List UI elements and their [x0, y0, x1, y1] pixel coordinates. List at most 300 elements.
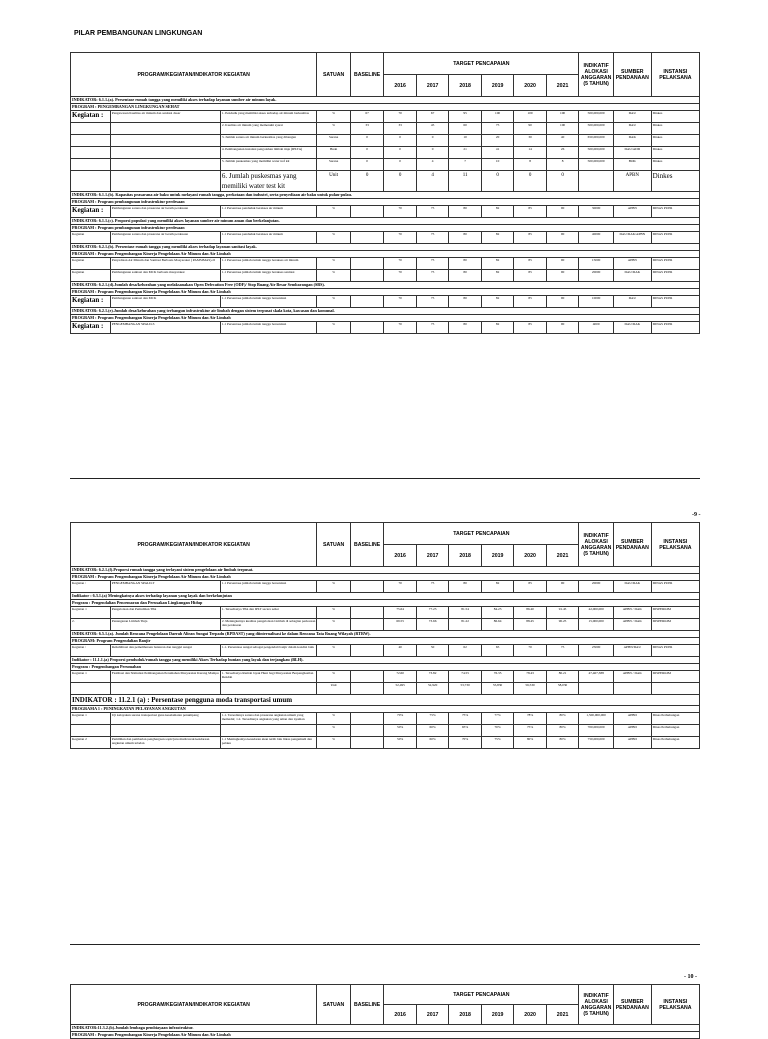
target-2017: 0: [416, 147, 448, 159]
baseline-cell: [350, 645, 384, 657]
header-sumber: SUMBER PENDANAAN: [613, 985, 651, 1025]
sumber-cell: APBN: [613, 258, 651, 270]
baseline-cell: 0: [350, 159, 384, 171]
target-2016: 70: [384, 232, 416, 244]
target-2018: 21: [449, 147, 481, 159]
target-2021: 8: [546, 159, 579, 171]
anggaran-cell: 15000: [579, 258, 614, 270]
target-2016: 70: [384, 111, 416, 123]
indicator-row: [71, 657, 700, 664]
baseline-cell: [350, 683, 384, 695]
program-text: PROGRAMA 1 : PENINGKATAN PELAYANAN ANGKUTAN: [71, 706, 700, 713]
indikator-kegiatan: 1.1 Meningkatnya kesadaran akan tertib lalu lintas pengemudi dan pelaku: [220, 737, 316, 749]
sumber-cell: APBD: [613, 713, 651, 725]
target-2017: 0: [416, 135, 448, 147]
table-row: [71, 683, 700, 695]
kegiatan-name: Pembangunan sarana dan prasarana air bersih perdesaan: [110, 206, 220, 218]
header-target: TARGET PENCAPAIAN: [384, 53, 579, 75]
sumber-cell: DAU/ADD: [613, 147, 651, 159]
target-2019: 82: [481, 581, 513, 593]
target-2020: 85: [514, 296, 546, 308]
program-row: [71, 104, 700, 111]
target-2017: 75: [416, 270, 448, 282]
instansi-cell: Dinkes: [651, 111, 699, 123]
target-2020: 80%: [514, 737, 546, 749]
target-2016: 70: [384, 270, 416, 282]
instansi-cell: Dinkes: [651, 171, 699, 192]
indicator-row: [71, 567, 700, 574]
indicator-row: [71, 218, 700, 225]
page-number: - 10 -: [684, 974, 697, 980]
target-2021: 75: [546, 645, 579, 657]
indicator-row: [71, 695, 700, 706]
kegiatan-label: [71, 135, 111, 147]
target-2018: 80: [449, 581, 481, 593]
kegiatan-label: Kegiatan :: [71, 581, 111, 593]
kegiatan-label: Kegiatan: [71, 258, 111, 270]
target-2021: 40: [546, 135, 579, 147]
table-row: [71, 232, 700, 244]
table-row: [71, 206, 700, 218]
kegiatan-name: [110, 171, 220, 192]
kegiatan-name: [110, 159, 220, 171]
header-sumber: SUMBER PENDANAAN: [613, 523, 651, 567]
program-text: PROGRAM : Program Pengembangan Kinerja Pengelolaan Air Minum dan Air Limbah: [71, 1032, 700, 1039]
target-2018: 81.22: [449, 619, 481, 631]
target-2019: 75%: [481, 737, 513, 749]
anggaran-cell: 15,000,000: [579, 619, 614, 631]
sumber-cell: DAU/DAK/APBN: [613, 232, 651, 244]
indicator-text: INDIKATOR: 6.1.1.(b). Kapasitas prasarana air baku untuk melayani rumah tangga, perkotaan dan industri, serta penyediaan air baku untuk pulau-pulau.: [71, 192, 700, 199]
instansi-cell: Dinas Perhubungan: [651, 713, 699, 725]
baseline-cell: [350, 322, 384, 334]
header-instansi: INSTANSI PELAKSANA: [651, 985, 699, 1025]
target-2017: 60%: [416, 725, 448, 737]
program-text: PROGRAM : Program Pengembangan Kinerja Pengelolaan Air Minum dan Air Limbah: [71, 289, 700, 296]
page-title: PILAR PEMBANGUNAN LINGKUNGAN: [74, 30, 203, 37]
kegiatan-label: Kegiatan :: [71, 322, 111, 334]
kegiatan-label: Kegiatan: [71, 232, 111, 244]
kegiatan-name: Pengawasan Kualitas air minum dan sanitasi dasar: [110, 111, 220, 123]
target-2018: 11: [449, 171, 481, 192]
program-row: [71, 251, 700, 258]
instansi-cell: DINAS PUPR: [651, 270, 699, 282]
target-2021: 90: [546, 296, 579, 308]
target-2017: 52,920: [416, 683, 448, 695]
header-baseline: BASELINE: [350, 523, 384, 567]
target-2021: 80%: [546, 725, 579, 737]
indicator-row: [71, 631, 700, 638]
anggaran-cell: 40000: [579, 232, 614, 244]
target-2020: 85: [514, 581, 546, 593]
table-row: [71, 713, 700, 725]
target-2020: 85: [514, 258, 546, 270]
target-2018: 80: [449, 270, 481, 282]
indikator-kegiatan: 1.1. Persentase sungai sebagai pengendali banjir dalam kondisi baik: [220, 645, 316, 657]
program-text: PROGRAM : Program Pengembangan Kinerja Pengelolaan Air Minum dan Air Limbah: [71, 251, 700, 258]
indikator-kegiatan: 1.1 Persentase jumlah rumah tangga bersanitasi: [220, 581, 316, 593]
instansi-cell: Dinkes: [651, 159, 699, 171]
header-row: [71, 985, 700, 1005]
indikator-kegiatan: 2. Meningkatnya kualitas pengelolaan Limbah di sebagian perkotaan dan perdesaan: [220, 619, 316, 631]
table-row: [71, 725, 700, 737]
indicator-text: INDIKATOR: 6.1.1.(c). Proporsi populasi yang memiliki akses layanan sumber air minum aman dan berkelanjutan.: [71, 218, 700, 225]
target-2019: 55,830: [481, 683, 513, 695]
target-2021: 100: [546, 123, 579, 135]
kegiatan-name: Penanganan Limbah Tinja: [110, 619, 220, 631]
target-2016: 50%: [384, 725, 416, 737]
target-2020: 100: [514, 111, 546, 123]
baseline-cell: 0: [350, 171, 384, 192]
baseline-cell: [350, 671, 384, 683]
page-divider: [70, 478, 700, 479]
kegiatan-label: Kegiatan :: [71, 645, 111, 657]
indikator-kegiatan: [220, 725, 316, 737]
target-2018: 74.55: [449, 671, 481, 683]
satuan-cell: %: [317, 713, 351, 725]
target-2020: 14: [514, 147, 546, 159]
header-year-2018: 2018: [449, 1005, 481, 1025]
indikator-kegiatan: 1. Tersedianya Rumah layak Huni bagi Masyarakat Berpenghasilan Rendah: [220, 671, 316, 683]
target-2017: 75: [416, 322, 448, 334]
target-2016: 0: [384, 159, 416, 171]
anggaran-cell: 25000: [579, 645, 614, 657]
target-2018: 81.54: [449, 607, 481, 619]
target-2021: 91.45: [546, 607, 579, 619]
target-2017: 60%: [416, 737, 448, 749]
anggaran-cell: [579, 683, 614, 695]
satuan-cell: %: [317, 232, 351, 244]
sumber-cell: APBN / DAK: [613, 671, 651, 683]
table-row: [71, 645, 700, 657]
indicator-text: INDIKATOR: 6.5.1.(a). Jumlah Rencana Pengelolaan Daerah Aliran Sungai Terpadu (RPDAST) yang diinternalisasi ke dalam Rencana Tata Ruang Wilayah (RTRW).: [71, 631, 700, 638]
header-instansi: INSTANSI PELAKSANA: [651, 53, 699, 97]
program-row: [71, 315, 700, 322]
kegiatan-name: [110, 683, 220, 695]
sumber-cell: DAU/DAK: [613, 322, 651, 334]
target-table: [70, 52, 700, 334]
program-text: PROGRAM : Program pembangunan infrastruktur perdesaan: [71, 199, 700, 206]
target-2019: 82: [481, 232, 513, 244]
target-2019: 100: [481, 111, 513, 123]
target-2017: 75: [416, 296, 448, 308]
anggaran-cell: 4000: [579, 322, 614, 334]
satuan-cell: Sarana: [317, 135, 351, 147]
header-year-2021: 2021: [546, 545, 579, 567]
kegiatan-name: PENGEMBANGAN SPALD-S: [110, 322, 220, 334]
indikator-kegiatan: 1. Pendudk yang memiliki akses terhadap air minum berkualitas: [220, 111, 316, 123]
target-2018: 80: [449, 232, 481, 244]
header-satuan: SATUAN: [317, 523, 351, 567]
target-table: [70, 522, 700, 749]
target-2016: 50%: [384, 737, 416, 749]
anggaran-cell: [579, 171, 614, 192]
header-year-2018: 2018: [449, 545, 481, 567]
program-row: [71, 664, 700, 671]
indicator-text: INDIKATOR:11.3.2.(b).Jumlah lembaga pembiayaan infrastruktur.: [71, 1025, 700, 1032]
header-year-2016: 2016: [384, 75, 416, 97]
target-2021: 90: [546, 322, 579, 334]
kegiatan-label: [71, 123, 111, 135]
sumber-cell: APBN: [613, 206, 651, 218]
instansi-cell: DISPERKIM: [651, 607, 699, 619]
target-2021: 90: [546, 581, 579, 593]
anggaran-cell: 700,000,000: [579, 725, 614, 737]
target-2017: 4: [416, 159, 448, 171]
satuan-cell: %: [317, 725, 351, 737]
kegiatan-name: [110, 135, 220, 147]
instansi-cell: Dinkes: [651, 123, 699, 135]
target-2020: 8: [514, 159, 546, 171]
baseline-cell: 33: [350, 123, 384, 135]
anggaran-cell: 20000: [579, 581, 614, 593]
indikator-kegiatan: 2. Kualitas air minum yang memenuhi syarat: [220, 123, 316, 135]
instansi-cell: DISPERKIM: [651, 619, 699, 631]
table-row: [71, 159, 700, 171]
satuan-cell: %: [317, 296, 351, 308]
target-2021: 90.25: [546, 619, 579, 631]
instansi-cell: DINAS PUPR: [651, 206, 699, 218]
anggaran-cell: 47,467,388: [579, 671, 614, 683]
target-2016: 0: [384, 171, 416, 192]
table-row: [71, 147, 700, 159]
header-baseline: BASELINE: [350, 53, 384, 97]
target-2016: 33: [384, 123, 416, 135]
target-2021: 26: [546, 147, 579, 159]
table-row: [71, 671, 700, 683]
target-2020: 30: [514, 135, 546, 147]
target-table: [70, 984, 700, 1039]
header-year-2019: 2019: [481, 545, 513, 567]
target-2018: 80: [449, 322, 481, 334]
anggaran-cell: 1,500,000,000: [579, 713, 614, 725]
anggaran-cell: 650,000,000: [579, 135, 614, 147]
indikator-kegiatan: 1.1 Persentase jumlah rumah tangga bersanitasi: [220, 296, 316, 308]
target-2020: 85: [514, 232, 546, 244]
target-2019: 65: [481, 645, 513, 657]
anggaran-cell: 500,000,000: [579, 159, 614, 171]
header-baseline: BASELINE: [350, 985, 384, 1025]
table-row: [71, 135, 700, 147]
target-2020: 56,530: [514, 683, 546, 695]
target-2016: 70%: [384, 713, 416, 725]
target-2018: 7: [449, 159, 481, 171]
target-2016: 70: [384, 258, 416, 270]
kegiatan-label: Kegiatan: [71, 270, 111, 282]
table-row: [71, 296, 700, 308]
header-program: PROGRAM/KEGIATAN/INDIKATOR KEGIATAN: [71, 985, 317, 1025]
target-2021: 0: [546, 171, 579, 192]
kegiatan-label: [71, 683, 111, 695]
indikator-kegiatan: 1.1 Persentase penduduk berakses air minum: [220, 206, 316, 218]
program-text: PROGRAM : PENGEMBANGAN LINGKUNGAN SEHAT: [71, 104, 700, 111]
satuan-cell: %: [317, 737, 351, 749]
target-2016: 75.64: [384, 607, 416, 619]
anggaran-cell: 30000: [579, 206, 614, 218]
target-2019: 82: [481, 206, 513, 218]
target-2016: 72.60: [384, 671, 416, 683]
baseline-cell: [350, 258, 384, 270]
satuan-cell: %: [317, 270, 351, 282]
indikator-kegiatan: 1. Tersedianya TPA dan IPLT secara sehat: [220, 607, 316, 619]
target-2017: 75%: [416, 713, 448, 725]
kegiatan-name: Pemilihan dan pemberian penghargaan sopir/juru mudi/awak kendaraan angkutan umum teladan: [110, 737, 220, 749]
indicator-text: INDIKATOR: 6.2.1.(f).Proporsi rumah tangga yang terlayani sistem pengelolaan air limbah terpusat.: [71, 567, 700, 574]
baseline-cell: [350, 296, 384, 308]
target-2016: 52,495: [384, 683, 416, 695]
table-row: [71, 171, 700, 192]
table-row: [71, 737, 700, 749]
target-2020: 70: [514, 645, 546, 657]
program-row: [71, 289, 700, 296]
baseline-cell: [350, 619, 384, 631]
target-2018: 80: [449, 206, 481, 218]
baseline-cell: [350, 581, 384, 593]
page-number: -9 -: [692, 512, 701, 518]
baseline-cell: [350, 232, 384, 244]
target-2019: 84.23: [481, 607, 513, 619]
sumber-cell: DAU/DAK: [613, 270, 651, 282]
table-row: [71, 581, 700, 593]
satuan-cell: %: [317, 206, 351, 218]
instansi-cell: Dinas Perhubungan: [651, 737, 699, 749]
instansi-cell: [651, 683, 699, 695]
program-row: [71, 600, 700, 607]
target-2019: 82: [481, 322, 513, 334]
header-instansi: INSTANSI PELAKSANA: [651, 523, 699, 567]
target-2019: 75: [481, 123, 513, 135]
kegiatan-label: Kegiatan 1: [71, 671, 111, 683]
indikator-kegiatan: 4. Pembangunan instalasi pengolahan limbah tinja (IPLTA): [220, 147, 316, 159]
target-2018: 80: [449, 296, 481, 308]
kegiatan-name: [110, 147, 220, 159]
header-year-2020: 2020: [514, 75, 546, 97]
program-row: [71, 1032, 700, 1039]
instansi-cell: DINAS PUPR: [651, 581, 699, 593]
instansi-cell: DINAS PUPR: [651, 296, 699, 308]
target-2019: 41: [481, 147, 513, 159]
header-year-2017: 2017: [416, 545, 448, 567]
sumber-cell: BOK: [613, 159, 651, 171]
baseline-cell: [350, 607, 384, 619]
indicator-row: [71, 97, 700, 104]
kegiatan-name: Fasilitasi dan Stimulasi Pembangunan Perumahan Masyarakat Kurang Mampu: [110, 671, 220, 683]
target-2018: 65%: [449, 725, 481, 737]
anggaran-cell: 500,000,000: [579, 147, 614, 159]
instansi-cell: DISPERKIM: [651, 671, 699, 683]
target-2021: 80.21: [546, 671, 579, 683]
program-text: Program : Pengendalian Pencemaran dan Perusakan Lingkungan Hidup: [71, 600, 700, 607]
program-row: [71, 706, 700, 713]
target-2021: 80%: [546, 713, 579, 725]
satuan-cell: %: [317, 258, 351, 270]
satuan-cell: %: [317, 619, 351, 631]
target-2019: 20: [481, 135, 513, 147]
header-row: [71, 53, 700, 75]
sumber-cell: DAU/DAK: [613, 581, 651, 593]
baseline-cell: [350, 270, 384, 282]
anggaran-cell: 20000: [579, 270, 614, 282]
header-satuan: SATUAN: [317, 53, 351, 97]
satuan-cell: Sarana: [317, 159, 351, 171]
target-2017: 75: [416, 232, 448, 244]
satuan-cell: %: [317, 607, 351, 619]
header-year-2021: 2021: [546, 1005, 579, 1025]
satuan-cell: Buah: [317, 147, 351, 159]
anggaran-cell: 500,000,000: [579, 123, 614, 135]
header-satuan: SATUAN: [317, 985, 351, 1025]
indicator-text: INDIKATOR: 6.2.1.(b). Persentase rumah tangga yang memiliki akses terhadap layanan sanitasi layak.: [71, 244, 700, 251]
target-2016: 70: [384, 206, 416, 218]
header-row: [71, 523, 700, 545]
target-2018: 95: [449, 111, 481, 123]
program-text: PROGRAM: Program Pengendalian Banjir: [71, 638, 700, 645]
rencana-aksi-table-page-1: [70, 52, 700, 334]
target-2018: 70%: [449, 737, 481, 749]
program-row: [71, 225, 700, 232]
header-year-2020: 2020: [514, 1005, 546, 1025]
kegiatan-label: Kegiatan 1: [71, 713, 111, 725]
sumber-cell: [613, 683, 651, 695]
target-2019: 82: [481, 270, 513, 282]
satuan-cell: %: [317, 645, 351, 657]
program-text: PROGRAM : Program Pengembangan Kinerja Pengelolaan Air Minum dan Air Limbah: [71, 574, 700, 581]
rencana-aksi-table-page-3: [70, 984, 700, 1039]
target-2018: 62: [449, 645, 481, 657]
target-2017: 73.82: [416, 671, 448, 683]
header-year-2020: 2020: [514, 545, 546, 567]
target-2021: 90: [546, 258, 579, 270]
table-row: [71, 111, 700, 123]
satuan-cell: Unit: [317, 683, 351, 695]
target-2016: 0: [384, 147, 416, 159]
target-2020: 90: [514, 123, 546, 135]
header-program: PROGRAM/KEGIATAN/INDIKATOR KEGIATAN: [71, 53, 317, 97]
baseline-cell: 67: [350, 111, 384, 123]
indicator-text: INDIKATOR : 11.2.1 (a) : Persentase pengguna moda transportasi umum: [71, 695, 700, 706]
target-2016: 70: [384, 296, 416, 308]
target-2020: 85: [514, 270, 546, 282]
program-row: [71, 574, 700, 581]
kegiatan-label: Kegiatan :: [71, 296, 111, 308]
indikator-kegiatan: 1.1 Persentase jumlah rumah tangga berakses sanitasi: [220, 270, 316, 282]
indicator-row: [71, 282, 700, 289]
target-2019: 70%: [481, 725, 513, 737]
indikator-kegiatan: 3. Jumlah sarana air minum berkualitas yang dibangun: [220, 135, 316, 147]
indikator-kegiatan: 1.1 Persentase jumlah rumah tangga bersanitasi: [220, 322, 316, 334]
target-2017: 75: [416, 258, 448, 270]
satuan-cell: %: [317, 581, 351, 593]
header-year-2016: 2016: [384, 545, 416, 567]
rencana-aksi-table-page-2: [70, 522, 700, 749]
indikator-kegiatan: 6. Jumlah puskesmas yang memiliki water test kit: [220, 171, 316, 192]
indicator-row: [71, 244, 700, 251]
kegiatan-name: Pembangunan sanitasi dan MCK berbasis masyarakat: [110, 270, 220, 282]
baseline-cell: [350, 713, 384, 725]
target-2017: 67: [416, 111, 448, 123]
target-2020: 88.45: [514, 619, 546, 631]
target-2021: 90: [546, 270, 579, 282]
kegiatan-name: Rehabilitasi dan pemeliharaan bantaran dan tanggul sungai: [110, 645, 220, 657]
kegiatan-label: [71, 725, 111, 737]
sumber-cell: DAK: [613, 135, 651, 147]
target-2019: 82: [481, 296, 513, 308]
target-2021: 90: [546, 232, 579, 244]
target-2019: 76.35: [481, 671, 513, 683]
table-row: [71, 619, 700, 631]
baseline-cell: [350, 206, 384, 218]
target-2018: 53,730: [449, 683, 481, 695]
